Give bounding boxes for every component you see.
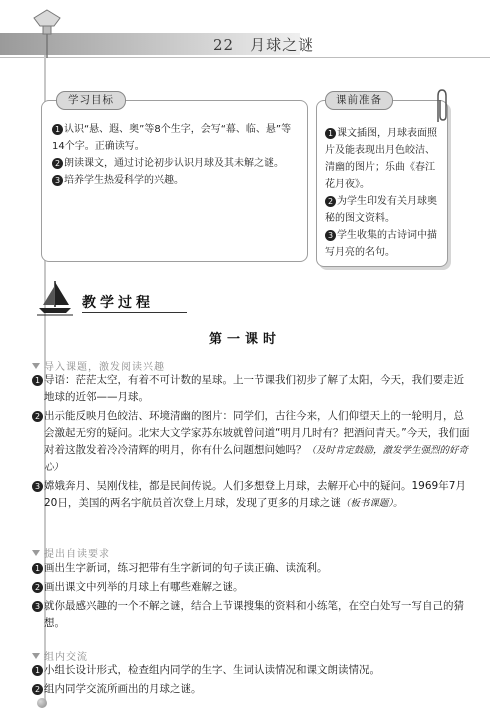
section-title: 提出自读要求: [32, 545, 110, 560]
section-body: [32, 372, 470, 514]
pushpin-icon: [30, 8, 64, 60]
process-underline: [82, 312, 187, 313]
objectives-box: [41, 94, 308, 262]
preparation-item: 2 为学生印发有关月球奥秘的图文资料。: [325, 196, 437, 224]
triangle-icon: [32, 363, 40, 369]
list-item: 2 画出课文中列举的月球上有哪些难解之谜。: [32, 579, 470, 596]
list-item: 1 小组长设计形式，检查组内同学的生字、生词认读情况和课文朗读情况。: [32, 662, 470, 679]
lesson-title: 第一课时: [208, 332, 281, 347]
section-title: 导入课题，激发阅读兴趣: [32, 358, 165, 373]
paperclip-icon: [434, 88, 448, 124]
list-item: 2 出示能反映月色皎洁、环境清幽的图片：同学们，古往今来，人们仰望天上的一轮明月，总会激起无穷的疑问。北宋大文学家苏东坡就曾问道“明月几时有？把酒问青天。”今天，我们面对着这散发着冷冷清辉的明月，你有什么问题想问她吗？（及时肯定鼓励，激发学生强烈的好奇心）: [32, 408, 470, 476]
preparation-tab: 课前准备: [325, 91, 393, 110]
header-rule: [0, 57, 490, 58]
preparation-list: [325, 125, 441, 261]
list-item: 1 导语：茫茫太空，有着不可计数的星球。上一节课我们初步了解了太阳，今天，我们要走近地球的近邻——月球。: [32, 372, 470, 406]
objectives-list: [52, 121, 300, 189]
objectives-tab: 学习目标: [56, 91, 126, 110]
bottom-dot: [37, 698, 47, 708]
triangle-icon: [32, 653, 40, 659]
process-heading: 教学过程: [82, 295, 154, 311]
preparation-item: 1 课文插图，月球表面照片及能表现出月色皎洁、清幽的图片；乐曲《春江花月夜》。: [325, 128, 437, 190]
section-body: [32, 662, 470, 700]
objective-item: 2 朗读课文，通过讨论初步认识月球及其未解之谜。: [52, 155, 300, 172]
triangle-icon: [32, 550, 40, 556]
list-item: 1 画出生字新词，练习把带有生字新词的句子读正确、读流利。: [32, 560, 470, 577]
sailboat-icon: [35, 277, 75, 317]
preparation-box: [316, 94, 448, 267]
list-item: 3 嫦娥奔月、吴刚伐桂，都是民间传说。人们多想登上月球，去解开心中的疑问。1969年7月20日，美国的两名宇航员首次登上月球，发现了更多的月球之谜（板书课题）。: [32, 478, 470, 512]
list-item: 2 组内同学交流所画出的月球之谜。: [32, 681, 470, 698]
page-title: 22 月球之谜: [213, 36, 315, 54]
section-title: 组内交流: [32, 648, 88, 663]
list-item: 3 就你最感兴趣的一个不解之谜，结合上节课搜集的资料和小练笔，在空白处写一写自己的猜想。: [32, 598, 470, 632]
preparation-item: 3 学生收集的古诗词中描写月亮的名句。: [325, 230, 437, 258]
section-body: [32, 560, 470, 634]
objective-item: 1 认识“悬、遐、奥”等8个生字，会写“幕、临、悬”等14个字。正确读写。: [52, 124, 292, 152]
objective-item: 3 培养学生热爱科学的兴趣。: [52, 172, 300, 189]
